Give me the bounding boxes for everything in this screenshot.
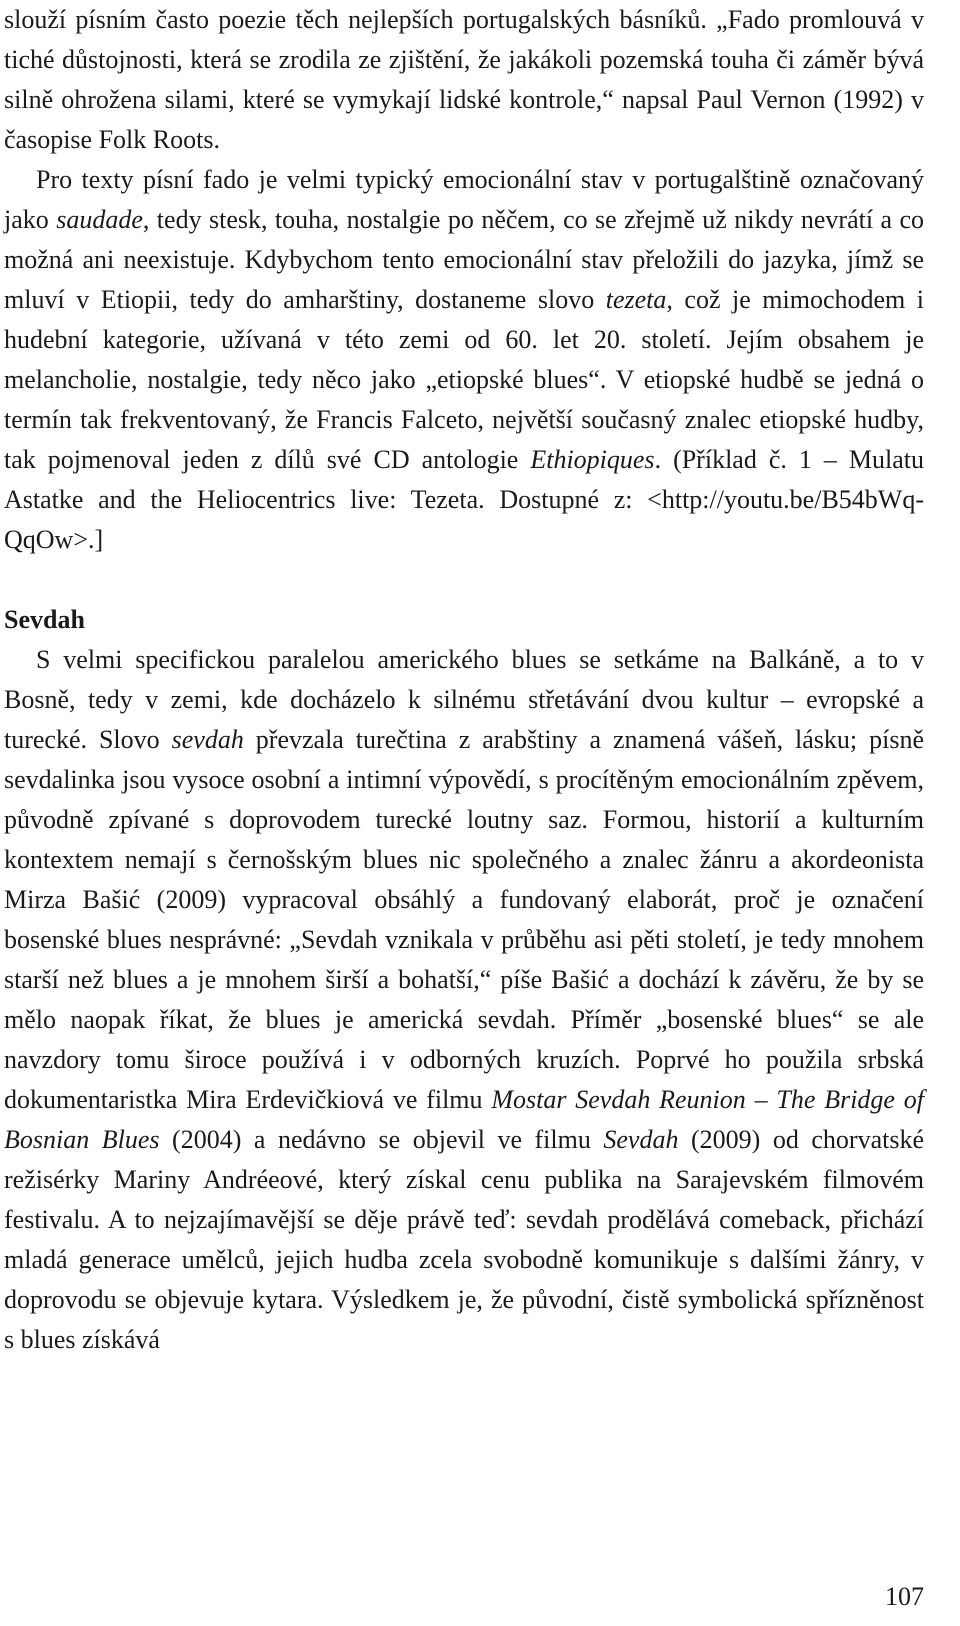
sevdah-text-a: S velmi specifickou paralelou amerického blues se setkáme na Balkáně, a to v Bosně, tedy v zemi, kde docházelo k silnému střetávání dvou kultur – evropské a turecké. Slovo xyxy=(4,645,924,754)
sevdah-text-b: převzala turečtina z arabštiny a znamená vášeň, lásku; písně sevdalinka jsou vysoce osobní a intimní výpovědí, s procítěným emocionálním zpěvem, původně zpívané s doprovodem turecké loutny saz. Formou, historií a kulturním kontextem nemají s černošským blues nic společného a znalec žánru a akordeonista Mirza Bašić (2009) vypracoval obsáhlý a fundovaný elaborát, proč je označení bosenské blues nesprávné: „Sevdah vznikala v průběhu asi pěti století, je tedy mnohem starší než blues a je mnohem širší a bohatší,“ píše Bašić a dochází k závěru, že by se mělo naopak říkat, že blues je americká sevdah. Příměr „bosenské blues“ se ale navzdory tomu široce používá i v odborných kruzích. Poprvé ho použila srbská dokumentaristka Mira Erdevičkiová ve filmu xyxy=(4,725,924,1114)
term-tezeta: tezeta, xyxy=(605,285,673,314)
term-sevdah: sevdah xyxy=(171,725,244,754)
film-sevdah: Sevdah xyxy=(603,1125,679,1154)
fado-text-2b: , tedy stesk, touha, nostalgie po něčem, co se zřejmě už nikdy nevrátí a co možná ani neexistuje. Kdybychom tento emocionální stav přeložili do jazyka, jímž se mluví v Etiopii, tedy do amharštiny, dostaneme slovo xyxy=(4,205,925,314)
page-number: 107 xyxy=(885,1582,924,1611)
fado-text-2d: . (Příklad č. 1 – Mulatu Astatke and the Heliocentrics live: Tezeta. Dostupné z: <http://youtu.be/B54bWq-QqOw>.] xyxy=(4,445,924,554)
section-heading-sevdah: Sevdah xyxy=(4,605,85,634)
fado-paragraph-continuation xyxy=(4,0,924,160)
term-saudade: saudade xyxy=(56,205,143,234)
fado-paragraph-saudade xyxy=(4,160,924,560)
sevdah-paragraph xyxy=(4,640,924,1360)
sevdah-text-d: (2009) od chorvatské režisérky Mariny Andréeové, který získal cenu publika na Sarajevském filmovém festivalu. A to nejzajímavější se děje právě teď: sevdah prodělává comeback, přichází mladá generace umělců, jejich hudba zcela svobodně komunikuje s dalšími žánry, v doprovodu se objevuje kytara. Výsledkem je, že původní, čistě symbolická spřízněnost s blues získává xyxy=(4,1125,924,1354)
fado-text-1: slouží písním často poezie těch nejlepších portugalských básníků. „Fado promlouvá v tiché důstojnosti, která se zrodila ze zjištění, že jakákoli pozemská touha či záměr bývá silně ohrožena silami, které se vymykají lidské kontrole,“ napsal Paul Vernon (1992) v časopise Folk Roots. xyxy=(4,5,924,154)
book-page xyxy=(4,0,924,1360)
sevdah-text-c: (2004) a nedávno se objevil ve filmu xyxy=(159,1125,604,1154)
fado-text-2c: což je mimochodem i hudební kategorie, užívaná v této zemi od 60. let 20. století. Jejím obsahem je melancholie, nostalgie, tedy něco jako „etiopské blues“. V etiopské hudbě se jedná o termín tak frekventovaný, že Francis Falceto, největší současný znalec etiopské hudby, tak pojmenoval jeden z dílů své CD antologie xyxy=(4,285,925,474)
album-ethiopiques: Ethiopiques xyxy=(530,445,655,474)
fado-text-2a: Pro texty písní fado je velmi typický emocionální stav v portugalštině označovaný jako xyxy=(4,165,924,234)
film-mostar-sevdah-reunion: Mostar Sevdah Reunion – The Bridge of Bosnian Blues xyxy=(4,1085,924,1154)
